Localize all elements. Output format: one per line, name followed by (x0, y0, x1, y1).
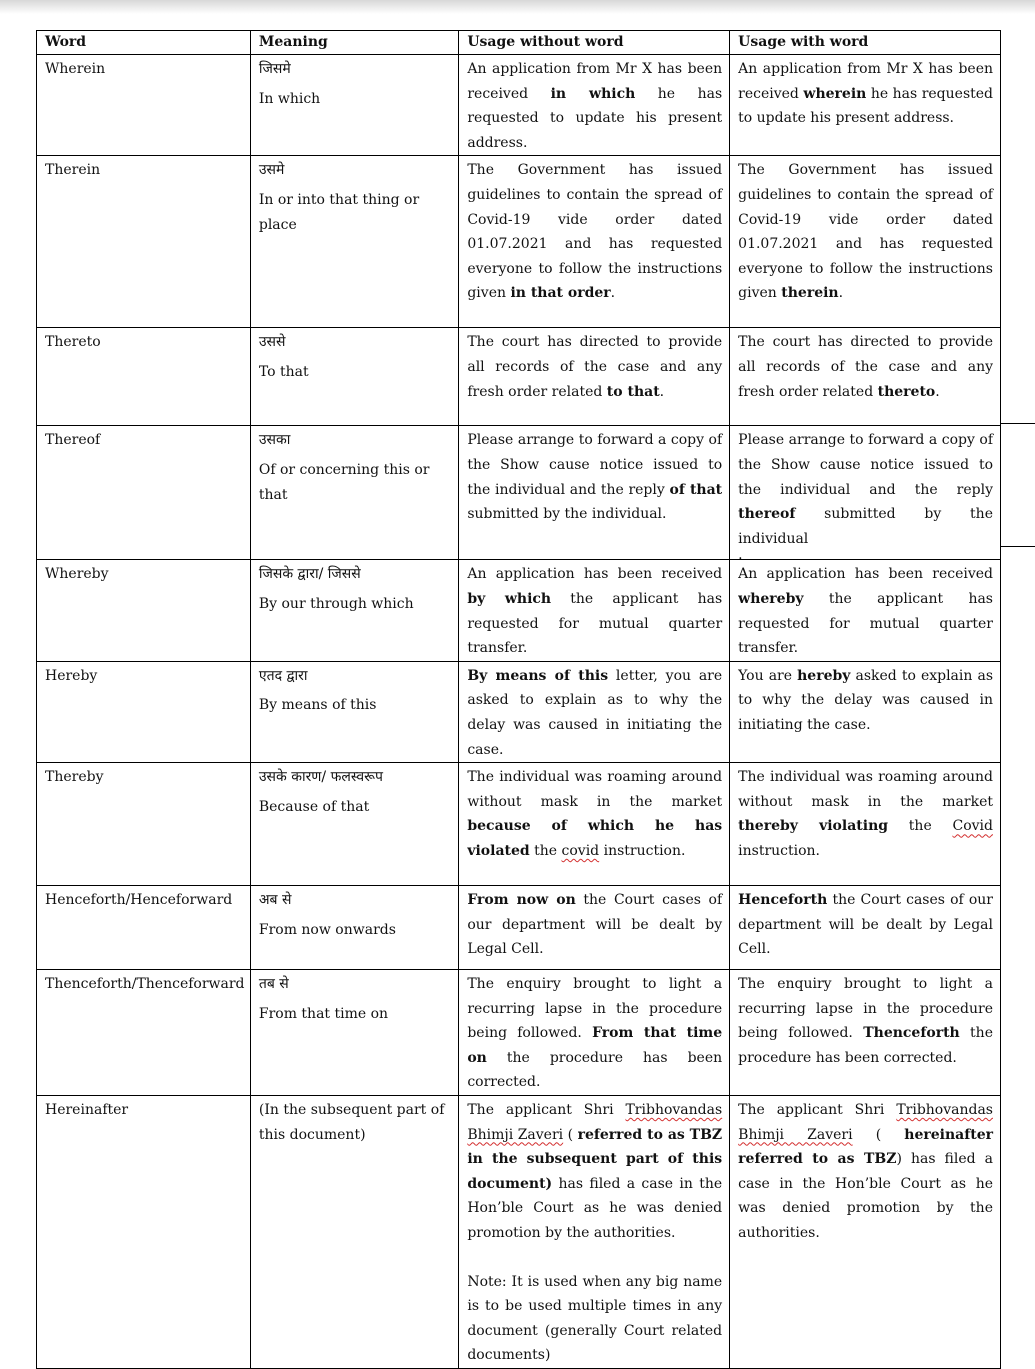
usage-text: instruction. (599, 842, 686, 859)
meaning-cell (250, 1096, 458, 1369)
stray-border-line (1001, 423, 1035, 424)
usage-highlight: in that order (510, 285, 611, 302)
usage-note: Note: It is used when any big name is to be used multiple times in any document (generally Court related documents) (467, 1273, 723, 1364)
english-meaning: Because of that (258, 798, 370, 815)
usage-text: instruction. (738, 842, 821, 859)
usage-text: the Court cases of our department will be dealt by Legal Cell. (738, 892, 993, 958)
spellcheck-word: Covid (952, 818, 993, 835)
table-row (37, 328, 1001, 426)
usage-text: the Court cases of our department will be dealt by Legal Cell. (467, 892, 723, 958)
usage-without-cell (459, 156, 730, 328)
spellcheck-name: Tribhovandas Bhimji Zaveri (467, 1102, 723, 1143)
usage-text: An application from Mr X has been received (467, 61, 723, 102)
usage-highlight: thereof (738, 506, 796, 523)
usage-with-cell (730, 156, 1001, 328)
usage-without-cell (459, 970, 730, 1096)
usage-without-cell (459, 560, 730, 661)
hindi-meaning: तब से (258, 976, 289, 993)
meaning-cell (250, 156, 458, 328)
usage-highlight: Thenceforth (863, 1025, 960, 1042)
usage-with-cell (730, 560, 1001, 661)
word-cell: Hereinafter (37, 1096, 251, 1369)
english-meaning: Of or concerning this or that (258, 461, 430, 503)
english-meaning: From that time on (258, 1005, 389, 1022)
usage-highlight: wherein (803, 85, 867, 102)
table-row (37, 55, 1001, 156)
usage-with-cell (730, 426, 1001, 560)
usage-highlight: thereby violating (738, 818, 889, 835)
table-row (37, 661, 1001, 762)
meaning-cell (250, 970, 458, 1096)
usage-text: Please arrange to forward a copy of the Show cause notice issued to the individual and the reply (467, 432, 723, 498)
meaning-cell (250, 55, 458, 156)
usage-text: submitted by the individual. (467, 506, 667, 523)
hindi-meaning: अब से (258, 892, 292, 909)
hindi-meaning: उसके कारण/ फलस्वरूप (258, 769, 383, 786)
usage-highlight: by which (467, 590, 552, 607)
word-cell: Thereby (37, 763, 251, 886)
hindi-meaning: उसका (258, 432, 291, 449)
usage-text: The applicant Shri (738, 1102, 897, 1119)
header-word: Word (37, 31, 251, 55)
header-usage-without: Usage without word (459, 31, 730, 55)
english-meaning: In which (258, 90, 321, 107)
english-meaning: From now onwards (258, 921, 396, 938)
usage-text: An application has been received (467, 566, 723, 583)
usage-text: The enquiry brought to light a recurring lapse in the procedure being followed. (467, 976, 723, 1042)
usage-text: ( (563, 1126, 578, 1143)
usage-text: submitted by the individual (738, 506, 993, 547)
usage-text: The enquiry brought to light a recurring lapse in the procedure being followed. (738, 976, 993, 1042)
usage-text: letter, you are asked to explain as to why the delay was caused in initiating the case. (467, 667, 723, 758)
usage-text: . (659, 383, 665, 400)
word-cell: Thenceforth/Thenceforward (37, 970, 251, 1096)
usage-highlight: to that (606, 383, 660, 400)
usage-text: the applicant has requested for mutual quarter transfer. (738, 590, 993, 657)
hindi-meaning: एतद द्वारा (258, 667, 308, 684)
word-cell: Thereof (37, 426, 251, 560)
english-meaning: (In the subsequent part of this document) (258, 1102, 445, 1143)
usage-highlight: therein (781, 285, 839, 302)
english-meaning: To that (258, 363, 309, 380)
usage-text: . (935, 383, 940, 400)
meaning-cell (250, 426, 458, 560)
meaning-cell (250, 328, 458, 426)
usage-with-cell (730, 328, 1001, 426)
usage-text: An application has been received (738, 566, 993, 583)
usage-without-cell (459, 55, 730, 156)
meaning-cell (250, 560, 458, 661)
spellcheck-word: covid (561, 842, 600, 859)
meaning-cell (250, 886, 458, 970)
english-meaning: In or into that thing or place (258, 191, 420, 233)
usage-text: ) has filed a case in the Hon’ble Court as he was denied promotion by the authorities. (738, 1151, 993, 1242)
spellcheck-name: Tribhovandas Bhimji Zaveri (738, 1102, 993, 1143)
usage-highlight: of that (669, 481, 723, 498)
usage-highlight: By means of this (467, 667, 609, 684)
header-meaning: Meaning (250, 31, 458, 55)
table-row (37, 560, 1001, 661)
hindi-meaning: उससे (258, 334, 286, 351)
usage-without-cell (459, 763, 730, 886)
word-cell: Wherein (37, 55, 251, 156)
usage-text: The individual was roaming around without mask in the market (467, 769, 723, 810)
usage-with-cell (730, 886, 1001, 970)
usage-text: An application from Mr X has been received (738, 61, 993, 102)
header-usage-with: Usage with word (730, 31, 1001, 55)
usage-highlight: in which (550, 85, 636, 102)
usage-text: The applicant Shri (467, 1102, 626, 1119)
usage-text: . (838, 285, 844, 302)
word-cell: Henceforth/Henceforward (37, 886, 251, 970)
usage-text: the (888, 818, 953, 835)
usage-text: has filed a case in the Hon’ble Court as he was denied promotion by the authorities. (467, 1175, 723, 1242)
hindi-meaning: उसमे (258, 162, 285, 179)
usage-text: the applicant has requested for mutual quarter transfer. (467, 590, 723, 657)
word-cell: Whereby (37, 560, 251, 661)
word-cell: Thereto (37, 328, 251, 426)
top-shadow (0, 0, 1035, 14)
usage-highlight: Henceforth (738, 892, 828, 909)
usage-text: ( (852, 1126, 905, 1143)
usage-text: he has requested to update his present address. (467, 85, 723, 151)
usage-text: . (610, 285, 616, 302)
header-row (37, 31, 1001, 55)
usage-highlight: because of which he has violated (467, 818, 723, 859)
usage-without-cell (459, 1096, 730, 1369)
usage-text: The court has directed to provide all records of the case and any fresh order related (738, 334, 993, 400)
usage-text: the (529, 842, 562, 859)
usage-with-cell (730, 661, 1001, 762)
table-row (37, 970, 1001, 1096)
usage-text: The Government has issued guidelines to contain the spread of Covid-19 vide order dated 01.07.2021 and has requested everyone to follow the instructions given (738, 162, 993, 302)
usage-highlight: From that time on (467, 1025, 723, 1066)
hindi-meaning: जिसके द्वारा/ जिससे (258, 566, 361, 583)
usage-text: The Government has issued guidelines to contain the spread of Covid-19 vide order dated 01.07.2021 and has requested everyone to follow the instructions given (467, 162, 723, 302)
usage-with-cell (730, 970, 1001, 1096)
usage-without-cell (459, 328, 730, 426)
usage-without-cell (459, 426, 730, 560)
usage-highlight: thereto (877, 383, 936, 400)
usage-with-cell (730, 763, 1001, 886)
meaning-cell (250, 763, 458, 886)
usage-text: The individual was roaming around without mask in the market (738, 769, 993, 810)
table-row (37, 156, 1001, 328)
usage-highlight: From now on (467, 892, 576, 909)
usage-with-cell (730, 55, 1001, 156)
usage-text: The court has directed to provide all records of the case and any fresh order related (467, 334, 723, 400)
hindi-meaning: जिसमे (258, 61, 291, 77)
stray-period: . (738, 547, 743, 560)
usage-text: asked to explain as to why the delay was caused in initiating the case. (738, 667, 994, 733)
word-cell: Hereby (37, 661, 251, 762)
usage-highlight: hereby (797, 667, 851, 684)
english-meaning: By means of this (258, 697, 377, 714)
table-row (37, 886, 1001, 970)
usage-text: the procedure has been corrected. (738, 1025, 993, 1066)
usage-with-cell (730, 1096, 1001, 1369)
table-row (37, 763, 1001, 886)
usage-text: he has requested to update his present address. (738, 85, 994, 127)
usage-without-cell (459, 886, 730, 970)
usage-text: You are (738, 667, 798, 684)
usage-highlight: referred to as TBZ in the subsequent part of this document) (467, 1126, 723, 1192)
english-meaning: By our through which (258, 595, 414, 612)
usage-text: the procedure has been corrected. (467, 1049, 723, 1091)
usage-highlight: hereinafter referred to as TBZ (738, 1126, 993, 1168)
usage-highlight: whereby (738, 590, 804, 607)
table-row (37, 1096, 1001, 1369)
usage-without-cell (459, 661, 730, 762)
vocabulary-table (36, 30, 1001, 1369)
stray-border-line (1001, 546, 1035, 547)
word-cell: Therein (37, 156, 251, 328)
table-row (37, 426, 1001, 560)
meaning-cell (250, 661, 458, 762)
usage-text: Please arrange to forward a copy of the Show cause notice issued to the individual and the reply (738, 432, 993, 498)
